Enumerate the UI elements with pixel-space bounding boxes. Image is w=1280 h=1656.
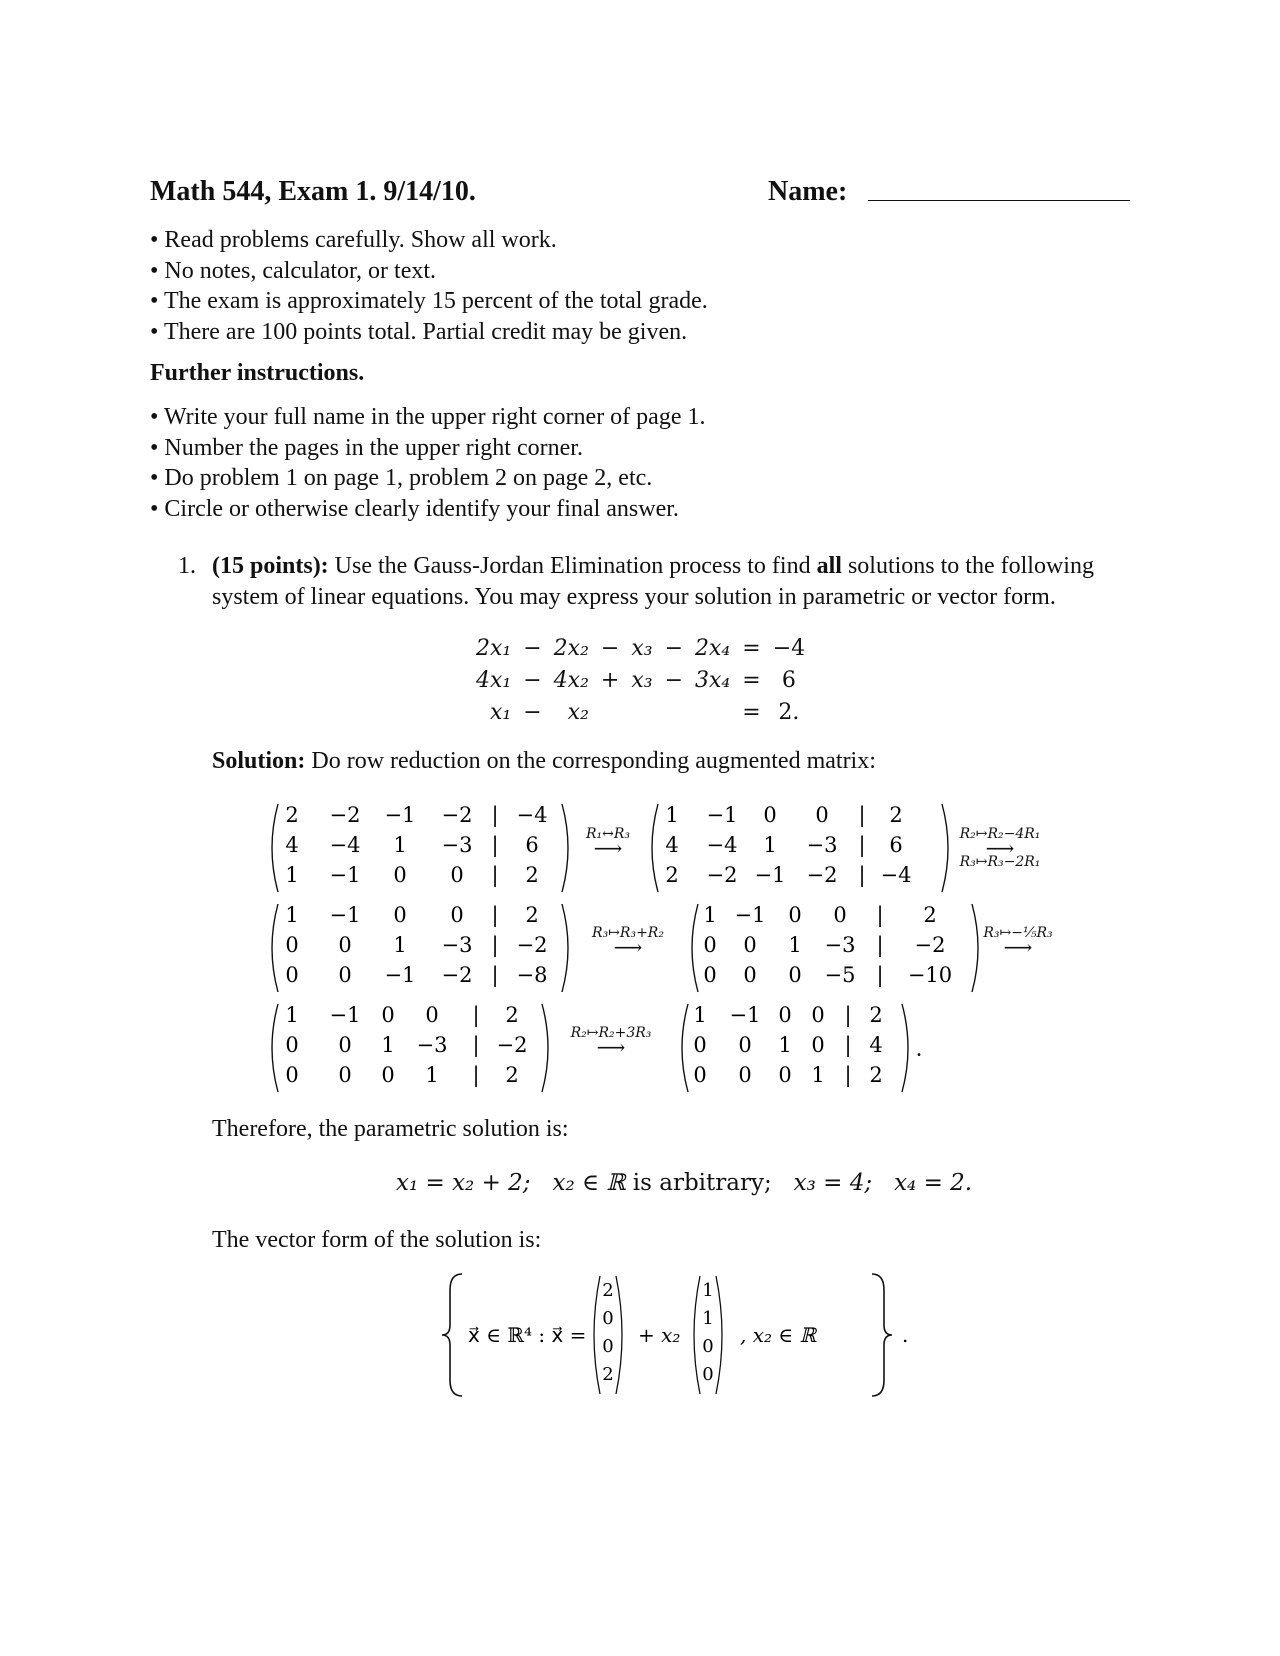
system-term [689,696,736,728]
system-equals: = [742,699,761,725]
system-equals: = [742,667,761,693]
left-paren [594,1276,600,1394]
instruction-item: • Circle or otherwise clearly identify your final answer. [150,495,679,522]
matrix-cell: −3 [824,933,856,957]
matrix-cell: 0 [338,963,352,987]
matrix-cell: 0 [381,1003,395,1027]
augment-bar: | [876,963,884,987]
right-arrow-icon: ⟶ [596,1035,626,1059]
system-op: − [523,699,542,725]
matrix-cell: 0 [703,933,717,957]
row-operation-swap [572,826,644,860]
matrix-cell: 0 [285,933,299,957]
augment-bar: | [858,803,866,827]
matrix-cell: −3 [441,833,473,857]
problem-text: Use the Gauss-Jordan Elimination process to find [328,553,817,579]
row-operation-add [552,1025,670,1059]
matrix-cell: 6 [889,833,903,857]
matrix-cell: 4 [665,833,679,857]
matrix-cell: 0 [450,863,464,887]
augment-bar: | [491,963,499,987]
system-op: − [664,635,684,661]
right-paren [616,1276,622,1394]
vector-entry: 0 [602,1308,614,1329]
augmented-matrix-2 [650,800,950,903]
matrix-cell: 0 [815,803,829,827]
matrix-cell: 0 [703,963,717,987]
matrix-cell: 1 [393,833,407,857]
instruction-list [150,225,708,347]
problem-1 [178,551,1148,613]
matrix-cell: −1 [329,1003,361,1027]
name-blank-line [868,200,1130,201]
row-op-label: R₁↔R₃ [585,826,631,842]
left-paren [272,804,278,892]
matrix-cell: 0 [338,1033,352,1057]
system-rhs: 6 [781,667,796,693]
param-x2: x₂ ∈ ℝ [552,1170,626,1196]
augment-bar: | [844,1003,852,1027]
matrix-cell: −4 [880,863,912,887]
further-instruction-list [150,402,705,524]
augment-bar: | [844,1033,852,1057]
system-term: 2x₂ [553,635,589,661]
system-term [625,696,658,728]
matrix-cell: −1 [754,863,786,887]
matrix-cell: −2 [441,963,473,987]
system-op: − [523,667,542,693]
matrix-cell: −1 [384,963,416,987]
matrix-cell: −3 [416,1033,448,1057]
matrix-cell: 2 [665,863,679,887]
param-x1: x₁ = x₂ + 2; [396,1170,531,1196]
matrix-cell: 0 [450,903,464,927]
matrix-cell: −2 [496,1033,528,1057]
system-term: 4x₂ [553,667,589,693]
system-term: 2x₄ [695,635,731,661]
matrix-cell: 0 [778,1003,792,1027]
instruction-item: • Write your full name in the upper right corner of page 1. [150,404,706,430]
system-term: x₃ [631,667,653,693]
matrix-cell: 0 [778,1063,792,1087]
augment-bar: | [491,803,499,827]
augment-bar: | [491,833,499,857]
matrix-cell: 2 [889,803,903,827]
matrix-cell: 0 [285,1063,299,1087]
instruction-item: • Read problems carefully. Show all work. [150,227,557,253]
matrix-cell: 4 [285,833,299,857]
augment-bar: | [876,933,884,957]
problem-points: (15 points): [212,553,329,579]
augment-bar: | [491,903,499,927]
left-brace [442,1274,462,1396]
matrix-cell: 1 [285,1003,299,1027]
system-term: 2x₁ [476,635,512,661]
right-brace [872,1274,892,1396]
matrix-cell: −3 [806,833,838,857]
further-instructions-heading: Further instructions. [150,360,365,386]
param-x2-text: is arbitrary; [625,1170,772,1196]
right-paren [902,1004,908,1092]
matrix-cell: 0 [693,1063,707,1087]
matrix-cell: 0 [811,1003,825,1027]
matrix-cell: 1 [763,833,777,857]
matrix-cell: 0 [285,963,299,987]
matrix-cell: 0 [811,1033,825,1057]
matrix-cell: −1 [734,903,766,927]
parametric-intro: Therefore, the parametric solution is: [212,1116,569,1142]
matrix-cell: −8 [516,963,548,987]
vector-entry: 0 [702,1364,714,1385]
matrix-cell: 2 [505,1003,519,1027]
augment-bar: | [844,1063,852,1087]
right-paren [562,904,568,992]
vector-entry: 0 [602,1336,614,1357]
matrix-cell: 1 [778,1033,792,1057]
matrix-cell: 1 [811,1063,825,1087]
augment-bar: | [858,863,866,887]
vector-entry: 1 [702,1308,714,1329]
system-op: − [600,635,620,661]
right-arrow-icon: ⟶ [613,935,643,959]
right-arrow-icon: ⟶ [1003,935,1033,959]
matrix-cell: −2 [516,933,548,957]
matrix-cell: 1 [285,863,299,887]
system-op: − [664,667,684,693]
matrix-cell: −4 [706,833,738,857]
vector-solution-set [440,1270,920,1400]
left-paren [682,1004,688,1092]
matrix-cell: −2 [914,933,946,957]
row-operation-replace [940,826,1060,870]
left-paren [694,1276,700,1394]
matrix-cell: 2 [505,1063,519,1087]
set-end-period: . [902,1323,909,1347]
solution-intro [212,748,876,775]
matrix-cell: 0 [738,1033,752,1057]
instruction-item: • The exam is approximately 15 percent of the total grade. [150,288,708,314]
vector-entry: 1 [702,1280,714,1301]
matrix-cell: −2 [441,803,473,827]
augment-bar: | [491,933,499,957]
matrix-cell: −1 [384,803,416,827]
matrix-cell: 0 [788,963,802,987]
system-op: − [523,635,542,661]
matrix-cell: 2 [525,903,539,927]
matrix-cell: −3 [441,933,473,957]
row-operation-scale [968,925,1068,959]
system-term: 3x₄ [695,667,731,693]
matrix-cell: 0 [393,863,407,887]
row-operation-add [572,925,684,959]
augment-bar: | [858,833,866,857]
system-term: 4x₁ [476,667,512,693]
right-paren [716,1276,722,1394]
matrix-cell: 0 [285,1033,299,1057]
system-term: x₃ [631,635,653,661]
instruction-item: • Number the pages in the upper right corner. [150,434,583,461]
vector-entry: 2 [602,1364,614,1385]
param-x4: x₄ = 2. [894,1170,973,1196]
matrix-cell: 1 [381,1033,395,1057]
matrix-cell: 0 [833,903,847,927]
matrix-cell: 2 [285,803,299,827]
augment-bar: | [472,1033,480,1057]
system-op: + [600,667,620,693]
augment-bar: | [876,903,884,927]
augment-bar: | [472,1063,480,1087]
instruction-item: • Do problem 1 on page 1, problem 2 on page 2, etc. [150,465,653,491]
system-rhs: −4 [772,635,806,661]
vector-entry: 2 [602,1280,614,1301]
left-paren [652,804,658,892]
system-op [595,696,625,728]
set-plus: + x₂ [638,1323,681,1347]
vector-intro: The vector form of the solution is: [212,1227,542,1253]
instruction-item: • No notes, calculator, or text. [150,257,437,284]
matrix-cell: 2 [869,1063,883,1087]
matrix-cell: 1 [703,903,717,927]
augmented-matrix-1 [270,800,570,903]
right-arrow-icon: ⟶ [985,836,1015,860]
matrix-cell: −4 [516,803,548,827]
matrix-cell: 1 [285,903,299,927]
matrix-cell: 1 [393,933,407,957]
right-arrow-icon: ⟶ [593,836,623,860]
matrix-cell: 6 [525,833,539,857]
matrix-cell: 2 [525,863,539,887]
augment-bar: | [472,1003,480,1027]
matrix-cell: 0 [393,903,407,927]
linear-system [470,632,811,728]
set-tail: , x₂ ∈ ℝ [740,1323,817,1347]
augmented-matrix-6 [680,1000,910,1103]
matrix-cell: −2 [706,863,738,887]
right-paren [542,1004,548,1092]
set-lead: x⃗ ∈ ℝ⁴ : x⃗ = [468,1323,587,1347]
matrix-cell: −1 [329,903,361,927]
matrix-cell: 0 [743,963,757,987]
matrix-cell: 2 [869,1003,883,1027]
matrix-cell: −2 [329,803,361,827]
problem-emphasis: all [816,553,842,579]
matrix-cell: 0 [743,933,757,957]
problem-text: solutions to the following system of linear equations. You may express your solution in parametric or vector form. [212,553,1094,610]
row-op-label: R₃↦−⅕R₃ [983,925,1053,941]
left-paren [272,904,278,992]
system-op [659,696,689,728]
param-x3: x₃ = 4; [793,1170,873,1196]
matrix-cell: 1 [665,803,679,827]
parametric-solution [396,1170,972,1196]
system-equals: = [742,635,761,661]
augmented-matrix-5 [270,1000,550,1103]
matrix-end-period: . [916,1036,922,1062]
row-op-label: R₃↦R₃+R₂ [592,925,664,941]
matrix-cell: 4 [869,1033,883,1057]
row-op-label: R₂↦R₂−4R₁ [959,826,1041,842]
problem-statement [212,551,1148,613]
matrix-cell: −2 [806,863,838,887]
right-paren [562,804,568,892]
row-op-label: R₃↦R₃−2R₁ [959,854,1041,870]
left-paren [272,1004,278,1092]
system-term: x₂ [567,699,589,725]
matrix-cell: 1 [425,1063,439,1087]
vector-entry: 0 [702,1336,714,1357]
matrix-cell: 0 [763,803,777,827]
matrix-cell: 0 [425,1003,439,1027]
matrix-cell: 2 [923,903,937,927]
matrix-cell: 1 [693,1003,707,1027]
augmented-matrix-3 [270,900,570,1003]
solution-label: Solution: [212,748,306,774]
matrix-cell: −1 [329,863,361,887]
instruction-item: • There are 100 points total. Partial credit may be given. [150,318,688,345]
matrix-cell: −1 [729,1003,761,1027]
matrix-cell: −1 [706,803,738,827]
exam-title: Math 544, Exam 1. 9/14/10. [150,176,476,207]
matrix-cell: 0 [338,1063,352,1087]
augmented-matrix-4 [690,900,980,1003]
system-term: x₁ [490,699,512,725]
matrix-cell: 1 [788,933,802,957]
row-op-label: R₂↦R₂+3R₃ [570,1025,652,1041]
problem-number: 1. [178,553,196,579]
matrix-cell: 0 [788,903,802,927]
matrix-cell: 0 [693,1033,707,1057]
system-rhs: 2. [778,699,800,725]
solution-text: Do row reduction on the corresponding augmented matrix: [305,748,876,774]
matrix-cell: −10 [907,963,953,987]
matrix-cell: −5 [824,963,856,987]
matrix-cell: −4 [329,833,361,857]
name-label: Name: [768,176,848,207]
matrix-cell: 0 [381,1063,395,1087]
augment-bar: | [491,863,499,887]
left-paren [692,904,698,992]
matrix-cell: 0 [338,933,352,957]
matrix-cell: 0 [738,1063,752,1087]
